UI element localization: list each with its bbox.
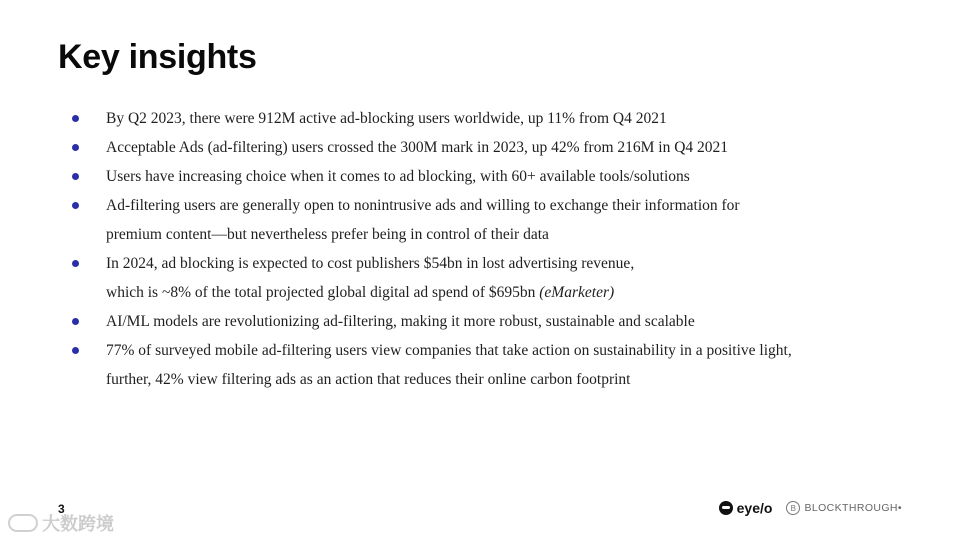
bullet-dot-icon xyxy=(72,115,79,122)
bullet-text: Ad-filtering users are generally open to nonintrusive ads and willing to exchange their information for xyxy=(106,197,740,214)
bullet-dot-icon xyxy=(72,202,79,209)
eyeo-logo xyxy=(719,500,773,516)
bullet-dot-icon xyxy=(72,144,79,151)
bullet-item xyxy=(72,249,902,307)
bullet-item xyxy=(72,191,902,249)
blockthrough-mark-icon: B xyxy=(786,501,800,515)
bullet-text: In 2024, ad blocking is expected to cost publishers $54bn in lost advertising revenue, xyxy=(106,255,635,272)
watermark xyxy=(8,510,114,536)
bullet-text: 77% of surveyed mobile ad-filtering users view companies that take action on sustainability in a positive light, xyxy=(106,342,792,359)
bullet-item xyxy=(72,104,902,133)
bullet-text: Acceptable Ads (ad-filtering) users crossed the 300M mark in 2023, up 42% from 216M in Q4 2021 xyxy=(106,139,729,156)
bullet-text: By Q2 2023, there were 912M active ad-blocking users worldwide, up 11% from Q4 2021 xyxy=(106,110,667,127)
bullet-text: Users have increasing choice when it comes to ad blocking, with 60+ available tools/solutions xyxy=(106,168,690,185)
slide-title: Key insights xyxy=(58,38,257,76)
bullet-text: premium content—but nevertheless prefer being in control of their data xyxy=(106,226,549,243)
eyeo-logo-text: eye/o xyxy=(736,500,773,516)
bullet-item xyxy=(72,307,902,336)
source-citation: (eMarketer) xyxy=(539,284,615,301)
blockthrough-logo-text: BLOCKTHROUGH• xyxy=(804,502,902,514)
bullet-dot-icon xyxy=(72,260,79,267)
bullet-item xyxy=(72,336,902,394)
watermark-text: 大数跨境 xyxy=(42,514,114,535)
insights-list xyxy=(72,104,902,394)
bullet-text-with-source xyxy=(106,278,902,307)
bullet-dot-icon xyxy=(72,318,79,325)
watermark-logo-icon xyxy=(8,514,38,532)
footer-logos xyxy=(719,500,902,516)
bullet-dot-icon xyxy=(72,173,79,180)
blockthrough-logo xyxy=(786,501,902,515)
bullet-item xyxy=(72,162,902,191)
eyeo-mark-icon xyxy=(719,501,733,515)
bullet-text: further, 42% view filtering ads as an action that reduces their online carbon footprint xyxy=(106,371,631,388)
bullet-item xyxy=(72,133,902,162)
page-number: 3 xyxy=(58,502,65,516)
bullet-dot-icon xyxy=(72,347,79,354)
bullet-text: which is ~8% of the total projected global digital ad spend of $695bn xyxy=(106,284,540,301)
bullet-text: AI/ML models are revolutionizing ad-filtering, making it more robust, sustainable and scalable xyxy=(106,313,695,330)
